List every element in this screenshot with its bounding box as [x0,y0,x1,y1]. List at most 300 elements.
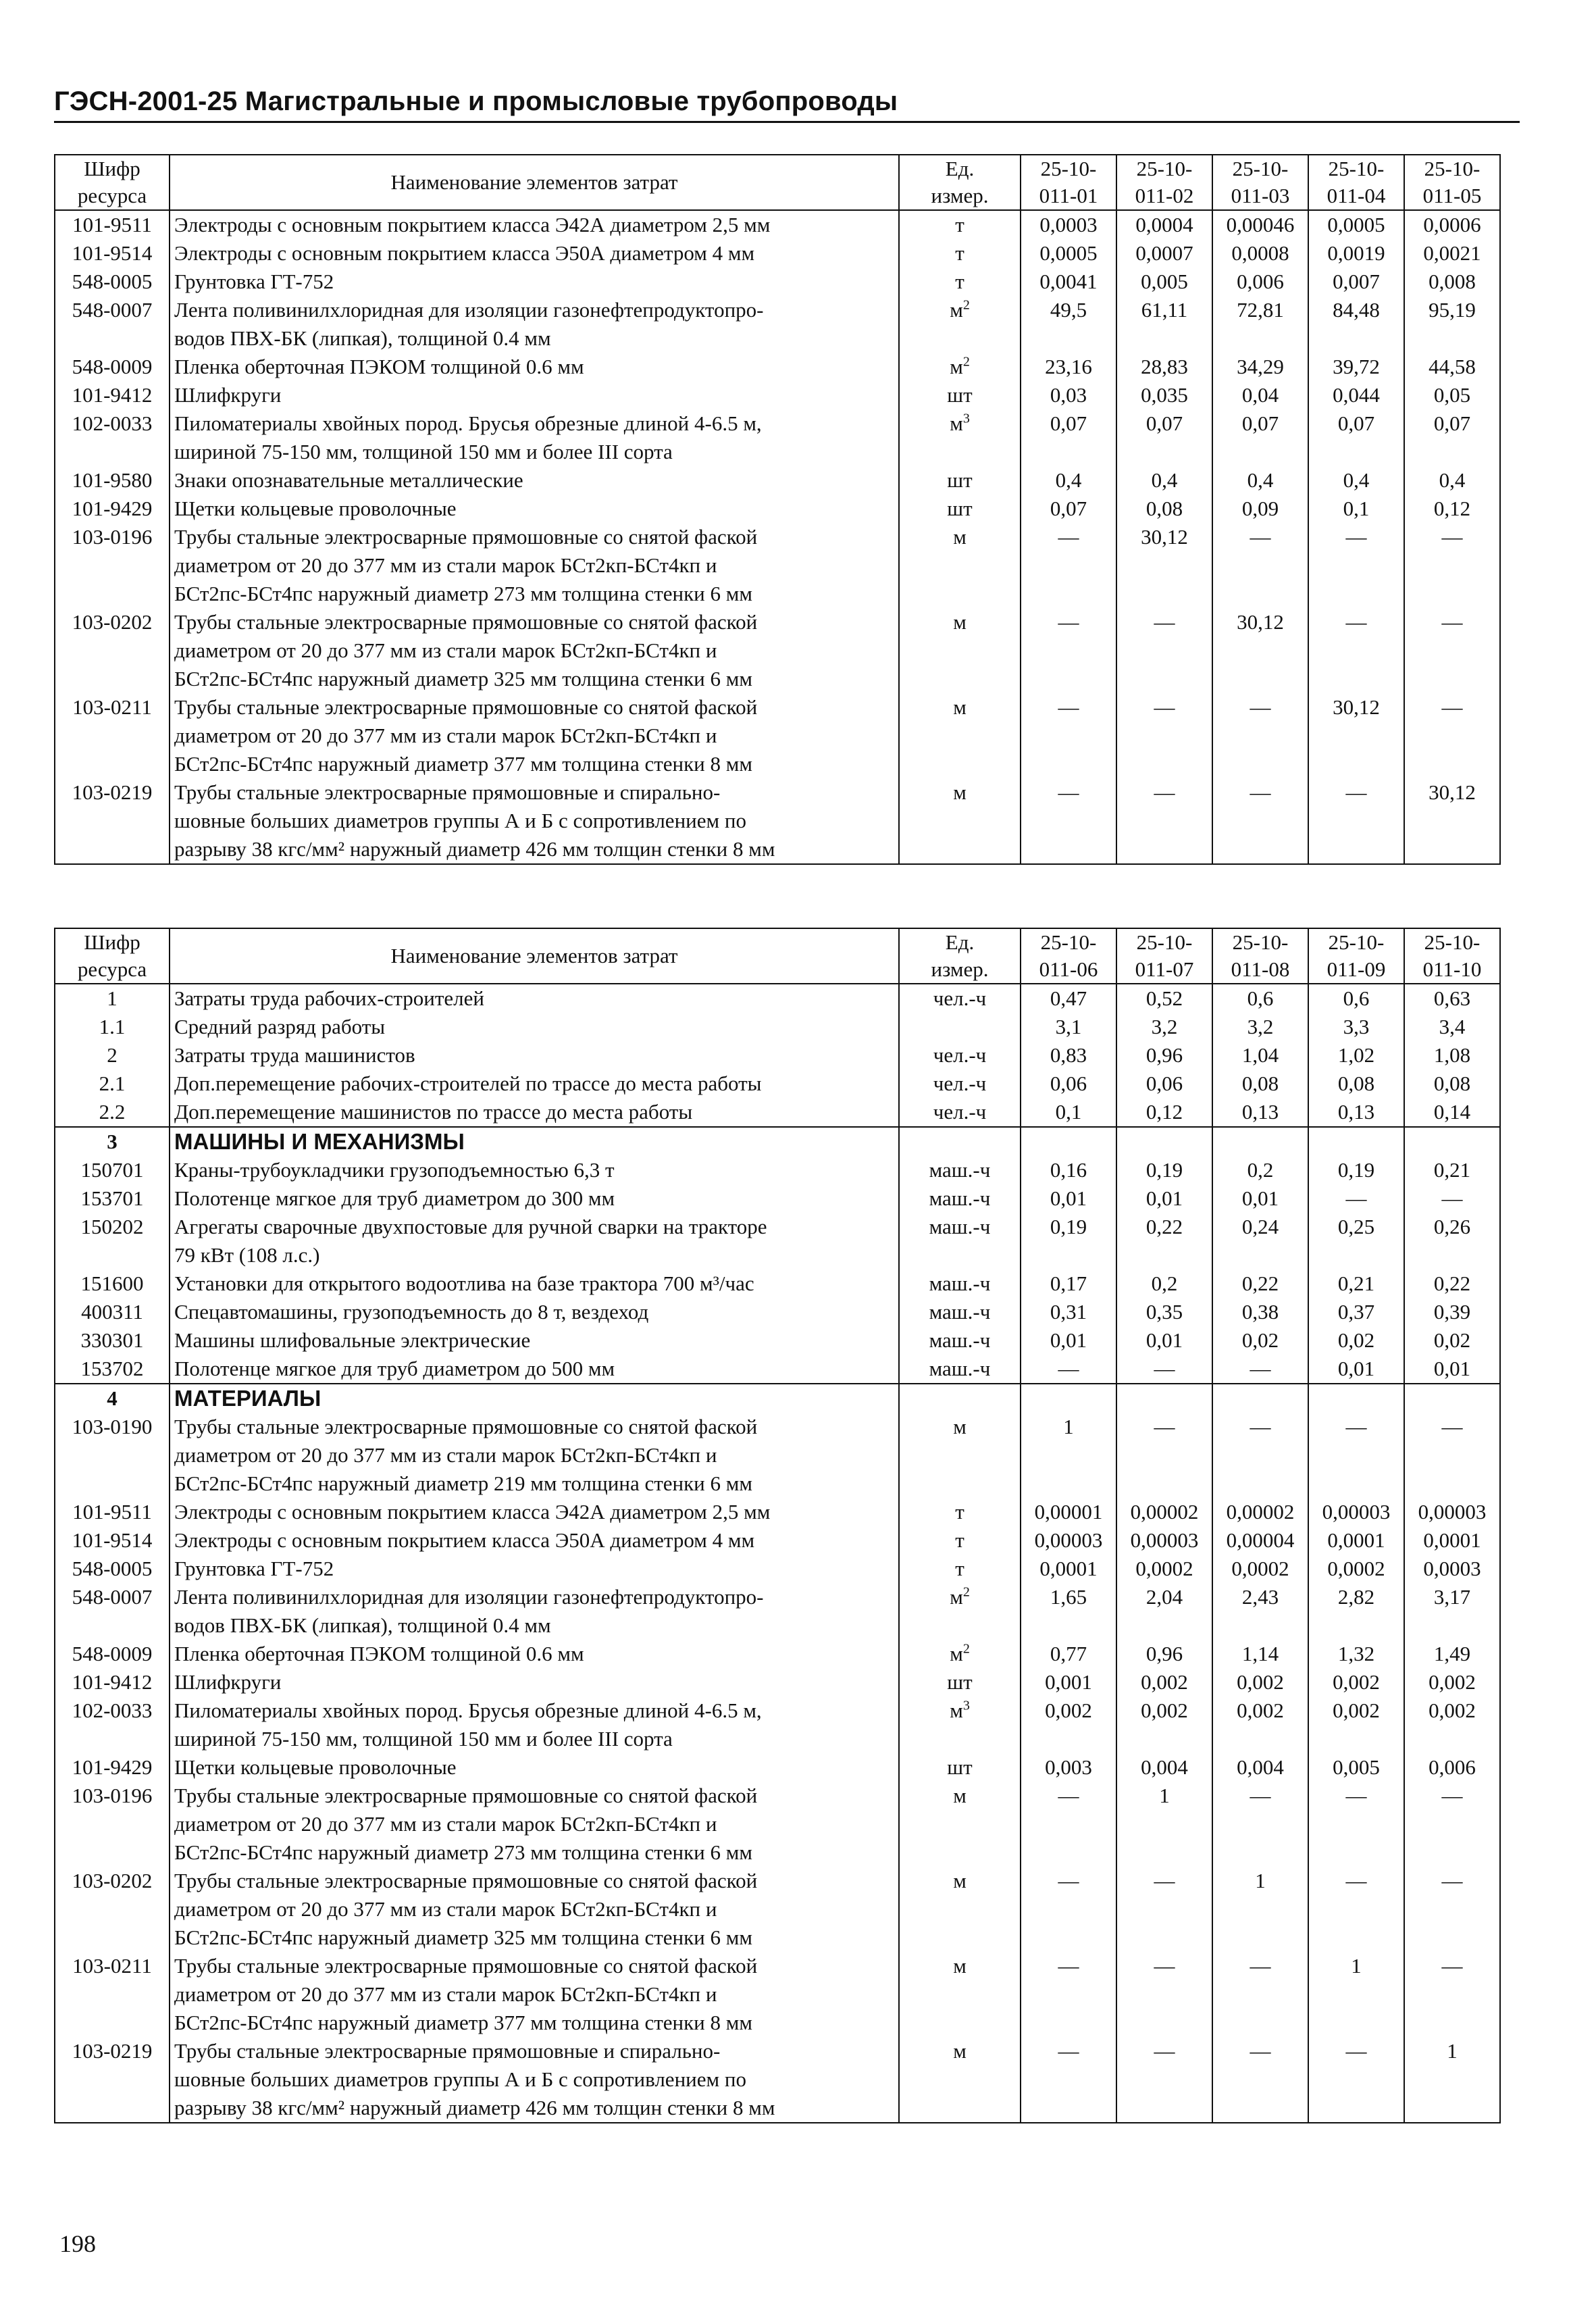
norm-value: — [1404,608,1500,693]
unit-cell [899,1782,1021,1867]
norm-value: 0,22 [1212,1269,1308,1298]
table-row [55,466,1500,495]
name-line: Полотенце мягкое для труб диаметром до 500 мм [174,1357,615,1380]
norm-value: 39,72 [1308,353,1404,381]
resource-code: 103-0190 [55,1413,170,1498]
norm-value: 0,19 [1116,1156,1212,1184]
norm-value: — [1212,1952,1308,2037]
unit-label: чел.-ч [933,986,987,1010]
name-line: разрыву 38 кгс/мм² наружный диаметр 426 мм толщин стенки 8 мм [174,2096,775,2119]
unit-cell [899,1583,1021,1640]
column-header-norm: 25-10- 011-09 [1308,928,1404,984]
name-line: Лента поливинилхлоридная для изоляции газонефтепродуктопро- [174,1585,764,1609]
unit-cell [899,1326,1021,1355]
unit-cell [899,239,1021,268]
resource-code: 101-9412 [55,381,170,409]
norm-value: 0,00003 [1308,1498,1404,1526]
name-line: Спецавтомашины, грузоподъемность до 8 т, вездеход [174,1300,649,1324]
table-row [55,1753,1500,1782]
name-line: Установки для открытого водоотлива на базе трактора 700 м³/час [174,1272,754,1295]
norm-value: 1 [1308,1952,1404,2037]
unit-cell [899,2037,1021,2123]
resource-name [170,608,899,693]
table-row [55,1583,1500,1640]
norm-value: — [1021,2037,1116,2123]
resource-code: 548-0007 [55,296,170,353]
resource-code: 101-9511 [55,210,170,239]
unit-cell [899,353,1021,381]
unit-label: маш.-ч [929,1328,991,1352]
table-row [55,1640,1500,1668]
name-line: Знаки опознавательные металлические [174,468,523,492]
name-line: диаметром от 20 до 377 мм из стали марок БСт2кп-БСт4кп и [174,1812,717,1836]
unit-cell [899,210,1021,239]
resource-name [170,1326,899,1355]
norm-value: 0,0019 [1308,239,1404,268]
unit-cell [899,1269,1021,1298]
table-row [55,1098,1500,1127]
norm-value: 0,0005 [1021,239,1116,268]
norm-value: 0,83 [1021,1041,1116,1070]
norm-value: — [1116,1952,1212,2037]
norm-value: 0,07 [1116,409,1212,466]
norm-value [1116,1127,1212,1156]
resource-code: 548-0005 [55,1555,170,1583]
resource-name [170,1070,899,1098]
norm-value: 0,38 [1212,1298,1308,1326]
name-line: Агрегаты сварочные двухпостовые для ручной сварки на тракторе [174,1215,767,1238]
name-line: диаметром от 20 до 377 мм из стали марок БСт2кп-БСт4кп и [174,1443,717,1467]
unit-label: м [953,610,967,634]
norm-value: 72,81 [1212,296,1308,353]
table-body [55,210,1500,864]
unit-label: т [955,213,964,236]
norm-value: 0,08 [1116,495,1212,523]
norm-value [1212,1384,1308,1413]
norm-value: 0,00002 [1212,1498,1308,1526]
table-row [55,409,1500,466]
name-line: Средний разряд работы [174,1015,386,1038]
name-line: Пленка оберточная ПЭКОМ толщиной 0.6 мм [174,1642,584,1665]
unit-label: шт [947,1755,973,1779]
norm-value: 0,03 [1021,381,1116,409]
unit-cell [899,1753,1021,1782]
name-line: диаметром от 20 до 377 мм из стали марок БСт2кп-БСт4кп и [174,1982,717,2006]
norm-value: — [1116,693,1212,778]
norm-value [1308,1384,1404,1413]
norm-value: 0,00003 [1021,1526,1116,1555]
unit-cell [899,1640,1021,1668]
name-line: Трубы стальные электросварные прямошовные и спирально- [174,780,721,804]
name-line: Грунтовка ГТ-752 [174,1557,334,1580]
unit-label: м [950,411,963,435]
resource-code: 548-0007 [55,1583,170,1640]
section-title [170,1384,899,1413]
resource-name [170,1668,899,1696]
name-line: Лента поливинилхлоридная для изоляции газонефтепродуктопро- [174,298,764,322]
unit-label: чел.-ч [933,1043,987,1067]
unit-exponent: 2 [962,1584,970,1600]
resource-name [170,409,899,466]
resource-name [170,1952,899,2037]
norm-value: — [1308,608,1404,693]
unit-cell [899,1867,1021,1952]
resource-name [170,210,899,239]
norm-value: 0,002 [1404,1668,1500,1696]
unit-cell [899,1298,1021,1326]
norm-value: 0,63 [1404,984,1500,1013]
norm-value: 0,002 [1021,1696,1116,1753]
name-line: Доп.перемещение рабочих-строителей по трассе до места работы [174,1072,762,1095]
resource-code: 102-0033 [55,409,170,466]
resource-code: 548-0005 [55,268,170,296]
table-row [55,1555,1500,1583]
norm-value: — [1021,1355,1116,1384]
unit-label: шт [947,1670,973,1694]
unit-label: чел.-ч [933,1100,987,1124]
table-header-row [55,155,1500,210]
table-body [55,984,1500,2123]
norm-value: — [1404,523,1500,608]
norm-value: — [1021,608,1116,693]
resource-name [170,1753,899,1782]
norm-value: 0,12 [1404,495,1500,523]
name-line: БСт2пс-БСт4пс наружный диаметр 325 мм толщина стенки 6 мм [174,667,752,690]
norm-value: 30,12 [1116,523,1212,608]
norm-value: 0,002 [1308,1668,1404,1696]
norm-value: 0,002 [1404,1696,1500,1753]
table-row [55,1952,1500,2037]
norm-value: 0,06 [1116,1070,1212,1098]
norm-value: 1,49 [1404,1640,1500,1668]
unit-label: м [950,1642,963,1665]
norm-value [1212,1127,1308,1156]
norm-value: 0,13 [1212,1098,1308,1127]
resource-name [170,1098,899,1127]
norm-value: 0,008 [1404,268,1500,296]
norm-value: 34,29 [1212,353,1308,381]
unit-cell [899,495,1021,523]
page-header [54,86,1520,123]
norm-value: 0,08 [1404,1070,1500,1098]
norm-value [1021,1127,1116,1156]
norm-value: 0,22 [1116,1213,1212,1269]
norm-value: — [1404,1413,1500,1498]
norm-value: 49,5 [1021,296,1116,353]
norm-value: — [1212,778,1308,864]
unit-label: чел.-ч [933,1072,987,1095]
norm-value: 0,37 [1308,1298,1404,1326]
unit-label: т [955,1557,964,1580]
unit-cell [899,778,1021,864]
unit-cell [899,1013,1021,1041]
name-line: 79 кВт (108 л.с.) [174,1243,320,1267]
unit-cell [899,1384,1021,1413]
column-header-norm: 25-10- 011-03 [1212,155,1308,210]
resource-code: 101-9580 [55,466,170,495]
norm-value: 0,02 [1404,1326,1500,1355]
norm-value: 0,4 [1212,466,1308,495]
norm-value: 0,02 [1212,1326,1308,1355]
name-line: разрыву 38 кгс/мм² наружный диаметр 426 мм толщин стенки 8 мм [174,837,775,861]
unit-cell [899,1696,1021,1753]
table-row [55,1326,1500,1355]
resource-name [170,466,899,495]
name-line: шириной 75-150 мм, толщиной 150 мм и более III сорта [174,440,673,463]
unit-cell [899,523,1021,608]
norm-value: — [1212,1782,1308,1867]
resource-code: 101-9514 [55,239,170,268]
norm-value: — [1021,1952,1116,2037]
table-row [55,1070,1500,1098]
norm-value: 1,08 [1404,1041,1500,1070]
name-line: водов ПВХ-БК (липкая), толщиной 0.4 мм [174,1613,551,1637]
unit-cell [899,1498,1021,1526]
norm-value: 0,21 [1404,1156,1500,1184]
unit-cell [899,1184,1021,1213]
column-header-norm: 25-10- 011-05 [1404,155,1500,210]
name-line: Трубы стальные электросварные прямошовные со снятой фаской [174,695,758,719]
norm-value: 0,005 [1308,1753,1404,1782]
norm-value: 0,2 [1212,1156,1308,1184]
table-row [55,1156,1500,1184]
name-line: диаметром от 20 до 377 мм из стали марок БСт2кп-БСт4кп и [174,638,717,662]
name-line: шириной 75-150 мм, толщиной 150 мм и более III сорта [174,1727,673,1751]
norm-value: 0,52 [1116,984,1212,1013]
unit-label: м [953,1415,967,1438]
page-title: ГЭСН-2001-25 Магистральные и промысловые трубопроводы [54,86,898,116]
norm-value: 0,0006 [1404,210,1500,239]
resource-code: 103-0211 [55,1952,170,2037]
name-line: Электроды с основным покрытием класса Э42А диаметром 2,5 мм [174,1500,771,1524]
norm-value: 0,13 [1308,1098,1404,1127]
table-row [55,1867,1500,1952]
norm-value: — [1308,523,1404,608]
norm-value: 0,01 [1116,1326,1212,1355]
norm-value: 0,4 [1021,466,1116,495]
norm-value: 0,4 [1116,466,1212,495]
unit-cell [899,409,1021,466]
table-row [55,268,1500,296]
norm-value: 30,12 [1212,608,1308,693]
norm-value: 0,0002 [1308,1555,1404,1583]
norm-value: 1,65 [1021,1583,1116,1640]
norm-value: 0,00004 [1212,1526,1308,1555]
name-line: диаметром от 20 до 377 мм из стали марок БСт2кп-БСт4кп и [174,1897,717,1921]
resource-table-2 [54,928,1501,2123]
unit-label: т [955,270,964,293]
table-row [55,1696,1500,1753]
norm-value: 0,006 [1404,1753,1500,1782]
resource-name [170,1498,899,1526]
resource-name [170,1640,899,1668]
column-header-norm: 25-10- 011-07 [1116,928,1212,984]
table-row [55,984,1500,1013]
resource-name [170,984,899,1013]
norm-value: 0,0002 [1116,1555,1212,1583]
table-row [55,1269,1500,1298]
norm-value: 0,00046 [1212,210,1308,239]
unit-cell [899,693,1021,778]
norm-value: 1,32 [1308,1640,1404,1668]
resource-code: 153701 [55,1184,170,1213]
norm-value [1308,1127,1404,1156]
norm-value [1021,1384,1116,1413]
norm-value: 0,00002 [1116,1498,1212,1526]
norm-value: 0,007 [1308,268,1404,296]
column-header-norm: 25-10- 011-02 [1116,155,1212,210]
unit-label: т [955,241,964,265]
name-line: шовные больших диаметров группы А и Б с сопротивлением по [174,809,746,832]
name-line: Трубы стальные электросварные прямошовные и спирально- [174,2039,721,2063]
resource-code: 548-0009 [55,353,170,381]
unit-cell [899,1070,1021,1098]
resource-code: 153702 [55,1355,170,1384]
unit-cell [899,1413,1021,1498]
unit-cell [899,1526,1021,1555]
unit-exponent: 2 [962,354,970,370]
unit-cell [899,381,1021,409]
name-line: Пленка оберточная ПЭКОМ толщиной 0.6 мм [174,355,584,378]
norm-value: — [1404,1952,1500,2037]
norm-value: 0,05 [1404,381,1500,409]
resource-name [170,2037,899,2123]
norm-value: — [1116,1355,1212,1384]
name-line: БСт2пс-БСт4пс наружный диаметр 325 мм толщина стенки 6 мм [174,1926,752,1949]
norm-value: 1,02 [1308,1041,1404,1070]
name-line: Пиломатериалы хвойных пород. Брусья обрезные длиной 4-6.5 м, [174,411,762,435]
page-number: 198 [59,2230,96,2257]
resource-name [170,1555,899,1583]
name-line: Электроды с основным покрытием класса Э42А диаметром 2,5 мм [174,213,771,236]
norm-value: — [1212,2037,1308,2123]
norm-value: 2,04 [1116,1583,1212,1640]
norm-value: 0,002 [1308,1696,1404,1753]
norm-value: 0,35 [1116,1298,1212,1326]
norm-value: 0,002 [1116,1668,1212,1696]
norm-value [1116,1384,1212,1413]
norm-value: 0,6 [1308,984,1404,1013]
norm-value: 0,17 [1021,1269,1116,1298]
norm-value: 30,12 [1404,778,1500,864]
norm-value: — [1308,1184,1404,1213]
table-row [55,693,1500,778]
norm-value: 0,002 [1212,1696,1308,1753]
norm-value: 0,004 [1116,1753,1212,1782]
norm-value: — [1308,1782,1404,1867]
table-row [55,1013,1500,1041]
unit-label: м [950,298,963,322]
name-line: Машины шлифовальные электрические [174,1328,531,1352]
table-row [55,778,1500,864]
name-line: БСт2пс-БСт4пс наружный диаметр 273 мм толщина стенки 6 мм [174,582,752,605]
unit-cell [899,1555,1021,1583]
norm-value: 0,01 [1212,1184,1308,1213]
norm-value: 0,4 [1404,466,1500,495]
table-row [55,1498,1500,1526]
norm-value: — [1021,1782,1116,1867]
name-line: Трубы стальные электросварные прямошовные со снятой фаской [174,525,758,549]
section-row [55,1127,1500,1156]
resource-code: 103-0202 [55,608,170,693]
resource-code: 1.1 [55,1013,170,1041]
norm-value: 2,43 [1212,1583,1308,1640]
unit-label: м [953,780,967,804]
resource-code: 2.2 [55,1098,170,1127]
table-row [55,1355,1500,1384]
name-line: Шлифкруги [174,1670,282,1694]
norm-value: 0,002 [1116,1696,1212,1753]
norm-value: 0,22 [1404,1269,1500,1298]
resource-code: 151600 [55,1269,170,1298]
norm-value: 1 [1021,1413,1116,1498]
name-line: диаметром от 20 до 377 мм из стали марок БСт2кп-БСт4кп и [174,724,717,747]
norm-value: — [1308,778,1404,864]
norm-value: 0,08 [1308,1070,1404,1098]
resource-code: 101-9514 [55,1526,170,1555]
unit-cell [899,1127,1021,1156]
table-row [55,381,1500,409]
resource-name [170,1413,899,1498]
norm-value: 0,19 [1021,1213,1116,1269]
norm-value: — [1116,2037,1212,2123]
table-row [55,1041,1500,1070]
norm-value: 0,01 [1404,1355,1500,1384]
resource-name [170,1782,899,1867]
norm-value: — [1021,1867,1116,1952]
column-header-unit: Ед. измер. [899,928,1021,984]
norm-value: 0,006 [1212,268,1308,296]
norm-value: 0,00003 [1404,1498,1500,1526]
table-row [55,2037,1500,2123]
resource-code: 1 [55,984,170,1013]
table-row [55,296,1500,353]
table-row [55,1298,1500,1326]
column-header-norm: 25-10- 011-06 [1021,928,1116,984]
unit-exponent: 2 [962,1641,970,1657]
norm-value: 0,07 [1021,495,1116,523]
name-line: шовные больших диаметров группы А и Б с сопротивлением по [174,2067,746,2091]
norm-value: — [1021,778,1116,864]
norm-value: 0,003 [1021,1753,1116,1782]
resource-code: 3 [55,1127,170,1156]
unit-label: маш.-ч [929,1357,991,1380]
norm-value: — [1308,1867,1404,1952]
resource-code: 103-0202 [55,1867,170,1952]
norm-value: 61,11 [1116,296,1212,353]
norm-value: — [1212,693,1308,778]
norm-value: 0,4 [1308,466,1404,495]
norm-value: 3,3 [1308,1013,1404,1041]
unit-label: м [953,695,967,719]
name-line: Пиломатериалы хвойных пород. Брусья обрезные длиной 4-6.5 м, [174,1699,762,1722]
unit-cell [899,1668,1021,1696]
name-line: Грунтовка ГТ-752 [174,270,334,293]
name-line: МАТЕРИАЛЫ [174,1386,321,1411]
norm-value: — [1116,1867,1212,1952]
resource-name [170,1526,899,1555]
table-row [55,1184,1500,1213]
unit-cell [899,984,1021,1013]
resource-name [170,1355,899,1384]
norm-value: 0,39 [1404,1298,1500,1326]
name-line: Трубы стальные электросварные прямошовные со снятой фаской [174,610,758,634]
resource-name [170,693,899,778]
resource-code: 103-0219 [55,2037,170,2123]
norm-value: 0,01 [1021,1326,1116,1355]
column-header-code: Шифр ресурса [55,155,170,210]
resource-code: 150202 [55,1213,170,1269]
